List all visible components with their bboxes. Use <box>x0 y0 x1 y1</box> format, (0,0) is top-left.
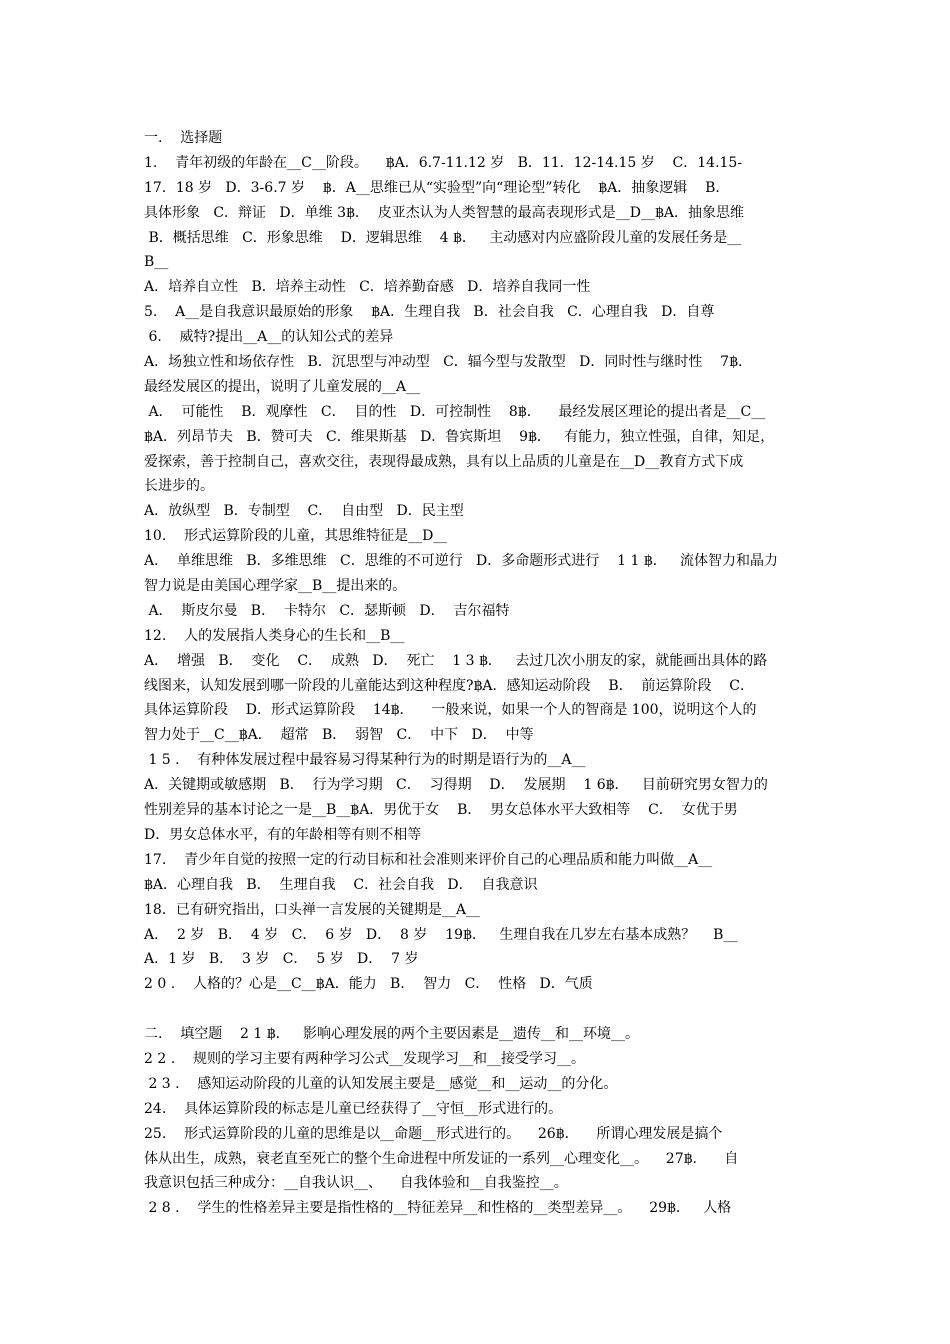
text-line: A． 斯皮尔曼 B． 卡特尔 C．瑟斯顿 D． 吉尔福特 <box>144 602 510 619</box>
text-line: ฿A．心理自我 B． 生理自我 C．社会自我 D． 自我意识 <box>144 876 538 893</box>
blank-line <box>144 997 814 1022</box>
text-line: B．概括思维 C．形象思维 D．逻辑思维 4 ฿． 主动感对内应盛阶段儿童的发展任务是__ <box>144 229 742 246</box>
text-line: B__ <box>144 254 169 271</box>
text-line: 智力说是由美国心理学家__B__提出来的。 <box>144 578 407 595</box>
text-line: A．场独立性和场依存性 B．沉思型与冲动型 C．辐今型与发散型 D．同时性与继时性 7฿． <box>144 354 752 371</box>
text-line: A．放纵型 B．专制型 C． 自由型 D．民主型 <box>144 503 464 520</box>
text-line: 2 3 . 感知运动阶段的儿童的认知发展主要是__感觉__和__运动__的分化。 <box>144 1075 618 1092</box>
text-line: 2 2 . 规则的学习主要有两种学习公式__发现学习__和__接受学习__。 <box>144 1050 585 1067</box>
text-line: 我意识包括三种成分：__自我认识__、 自我体验和__自我鉴控__。 <box>144 1175 568 1192</box>
text-line: A．培养自立性 B．培养主动性 C．培养勤奋感 D．培养自我同一性 <box>144 279 591 296</box>
text-line: 二. 填空题 2 1 ฿． 影响心理发展的两个主要因素是__遗传__和__环境__。 <box>144 1026 640 1043</box>
text-line: A． 增强 B． 变化 C． 成熟 D． 死亡 1 3 ฿． 去过几次小朋友的家，就能画出具体的路 <box>144 652 768 669</box>
text-line: A．1 岁 B． 3 岁 C． 5 岁 D． 7 岁 <box>144 951 419 968</box>
text-line: 25. 形式运算阶段的儿童的思维是以__命题__形式进行的。 26฿． 所谓心理发展是搞个 <box>144 1125 723 1142</box>
text-line: 24. 具体运算阶段的标志是儿童已经获得了__守恒__形式进行的。 <box>144 1100 563 1117</box>
text-line: A． 可能性 B．观摩性 C． 目的性 D．可控制性 8฿． 最经发展区理论的提出者是__C__ <box>144 403 766 420</box>
text-line: 最经发展区的提出，说明了儿童发展的__A__ <box>144 378 421 395</box>
text-line: 10. 形式运算阶段的儿童，其思维特征是__D__ <box>144 528 448 545</box>
text-line: 智力处于__C__฿A． 超常 B． 弱智 C． 中下 D． 中等 <box>144 727 534 744</box>
text-line: A． 2 岁 B． 4 岁 C． 6 岁 D． 8 岁 19฿． 生理自我在几岁左右基本成熟？ B__ <box>144 926 738 943</box>
document-page <box>144 126 814 1221</box>
text-line: 2 8 . 学生的性格差异主要是指性格的__特征差异__和性格的__类型差异__。 29฿． 人格 <box>144 1200 732 1217</box>
text-line: 5. A__是自我意识最原始的形象 ฿A．生理自我 B．社会自我 C．心理自我 D．自尊 <box>144 304 715 321</box>
text-line: 1 5 . 有种体发展过程中最容易习得某种行为的时期是语行为的__A__ <box>144 752 586 769</box>
text-line: A． 单维思维 B．多维思维 C．思维的不可逆行 D．多命题形式进行 1 1 ฿． 流体智力和晶力 <box>144 553 779 570</box>
text-line: 18．已有研究指出，口头禅一言发展的关键期是__A__ <box>144 901 480 918</box>
text-line: 一. 选择题 <box>144 130 223 146</box>
text-line: A．关键期或敏感期 B． 行为学习期 C． 习得期 D． 发展期 1 6฿． 目前研究男女智力的 <box>144 777 768 794</box>
text-line: 具体运算阶段 D．形式运算阶段 14฿． 一般来说，如果一个人的智商是 100，说明这个人的 <box>144 702 757 719</box>
text-line: 12. 人的发展指人类身心的生长和__B__ <box>144 627 405 644</box>
text-line: 17. 青少年自觉的按照一定的行动目标和社会准则来评价自己的心理品质和能力叫做__A__ <box>144 851 713 868</box>
text-line: 爱探索，善于控制自己，喜欢交往，表现得最成熟，具有以上品质的儿童是在__D__教育方式下成 <box>144 453 744 470</box>
text-line: 具体形象 C．辩证 D．单维 3฿． 皮亚杰认为人类智慧的最高表现形式是__D__฿A．抽象思维 <box>144 204 745 221</box>
text-line: D．男女总体水平，有的年龄相等有则不相等 <box>144 826 422 843</box>
text-line: 2 0 . 人格的？心是__C__฿A．能力 B． 智力 C． 性格 D．气质 <box>144 976 593 993</box>
text-line: 线图来，认知发展到哪一阶段的儿童能达到这种程度?฿A．感知运动阶段 B． 前运算阶段 C． <box>144 677 755 694</box>
text-line: ฿A．列昂节夫 B．赞可夫 C．维果斯基 D．鲁宾斯坦 9฿． 有能力，独立性强，自律，知足， <box>144 428 775 445</box>
text-line: 体从出生，成熟，衰老直至死亡的整个生命进程中所发证的一系列__心理变化__。 27฿． 自 <box>144 1150 739 1167</box>
text-line: 6. 威特?提出__A__的认知公式的差异 <box>144 329 394 346</box>
text-line: 性别差异的基本讨论之一是__B__฿A．男优于女 B． 男女总体水平大致相等 C． 女优于男 <box>144 802 738 819</box>
text-line: 1. 青年初级的年龄在__C__阶段。 ฿A．6.7-11.12 岁 B．11．12-14.15 岁 C．14.15- <box>144 154 743 171</box>
text-line: 长进步的。 <box>144 478 214 495</box>
text-line: 17．18 岁 D．3-6.7 岁 ฿．A__思维已从“实验型”向“理论型”转化 ฿A．抽象逻辑 B． <box>144 179 730 196</box>
